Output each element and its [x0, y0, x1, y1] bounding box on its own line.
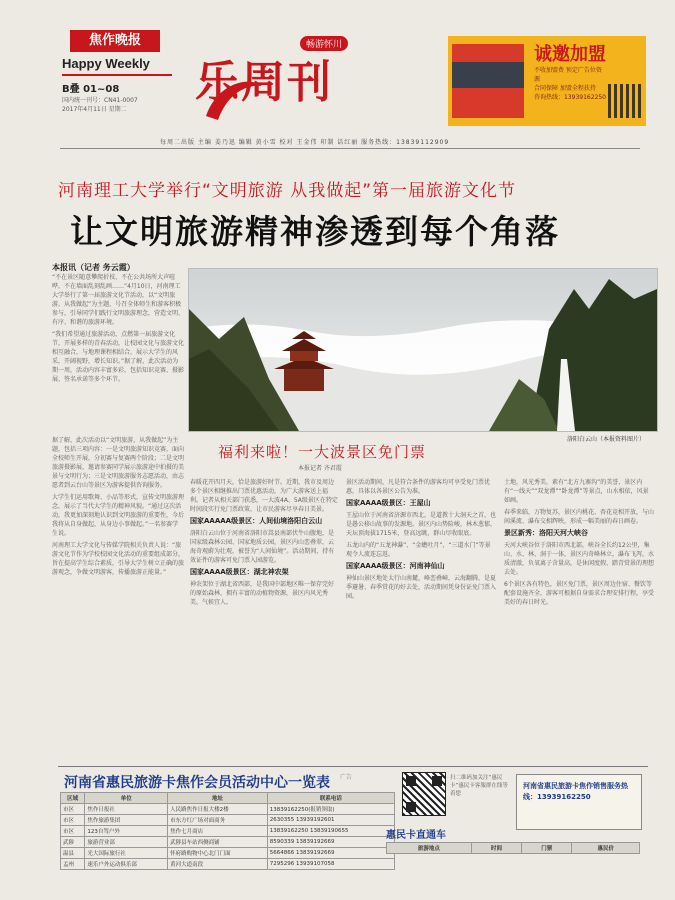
subheading: 国家AAAA级景区：王屋山	[346, 499, 431, 507]
table-cell: 旅游营业部	[85, 837, 168, 848]
table-cell: 13839162250 13839190655	[267, 826, 394, 837]
table-cell: 焦作七月商店	[168, 826, 268, 837]
article-kicker: 河南理工大学举行“文明旅游 从我做起”第一届旅游文化节	[58, 181, 517, 201]
ad-title: 诚邀加盟	[534, 44, 606, 65]
paragraph: “不在景区随意攀爬折枝，不在公共场所大声喧哗，不在墙面乱刻乱画……”4月10日，河南理工大学举行了第一届旅游文化节活动，以“文明旅游，从我做起”为主题，号召全体师生和游客积极参与，引导同学们践行文明旅游理念，营造文明、有序、和谐的旅游环境。	[52, 274, 184, 326]
table-cell: 5664866 13839192669	[267, 848, 394, 859]
brand-title: 乐周刊	[195, 57, 333, 108]
table-cell: 人民路焦作日报大楼2楼	[168, 804, 268, 815]
masthead-divider	[60, 148, 640, 149]
table-cell: 光大国际旅行社	[85, 848, 168, 859]
table-header-row	[387, 843, 640, 854]
table-row	[61, 859, 395, 870]
paragraph: 洛阳白云山位于河南省洛阳市嵩县南部伏牛山腹地，是国家级森林公园、国家地质公园，景区内山峦叠翠，云海奇观蔚为壮观，被誉为“人间仙境”。活动期间，持有效证件的游客可免门票入园游览。	[190, 530, 335, 564]
paragraph: 景区活动期间，凡是符合条件的游客均可享受免门票优惠，具体以各景区公告为准。	[346, 479, 491, 495]
table-cell: 7295296 13939107058	[267, 859, 394, 870]
supplement-name: Happy Weekly	[62, 56, 150, 71]
ad-lines	[534, 66, 606, 102]
sub-article-headline: 福利来啦！一大波景区免门票	[218, 443, 427, 461]
column-header: 惠民价	[572, 843, 640, 854]
sub-article-column-b	[346, 478, 496, 760]
column-header: 区域	[61, 793, 85, 804]
paragraph: 神农架位于湖北省西部，是我国中部地区唯一保存完好的原始森林，拥有丰富的动植物资源，景区内风光秀美，气候宜人。	[190, 581, 335, 606]
sub-article-column-a	[190, 478, 338, 760]
member-center-table	[60, 792, 395, 870]
paragraph: 大学生们运用歌舞、小品等形式，宣传文明旅游理念，展示了当代大学生的精神风貌。“通过这次活动，我更加深刻地认识到文明旅游的重要性，今后我将从自身做起，从身边小事做起。”一名参赛学生说。	[52, 494, 184, 537]
photo-caption: 洛阳白云山（本报资料图片）	[567, 436, 646, 443]
ad-line: 合同保障 加盟全程扶持	[534, 85, 596, 92]
paragraph: 王屋山位于河南省济源市西北，是道教十大洞天之首，也是愚公移山故事的发源地。景区内山势险峻，林木葱郁，天坛顶海拔1715米，登高远眺，群山尽收眼底。	[346, 512, 496, 537]
table-cell: 焦作日报社	[85, 804, 168, 815]
paragraph: 五龙山内的“五龙神瀑”、“金蟾吐月”、“三道水门”等景观令人流连忘返。	[346, 542, 491, 558]
table-row	[61, 826, 395, 837]
paragraph: 土地，风光秀美，素有“北方九寨沟”的美誉，景区内有“一线天”“双龙潭”“卧龙潭”等景点，山水相依，风景如画。	[504, 479, 649, 504]
table-cell: 市区	[61, 815, 85, 826]
table-row	[61, 815, 395, 826]
paragraph: “我们希望通过旅游活动，点燃第一届旅游文化节，开展多样的青春活动，让校园文化与旅游文化相互融合，与地理课程相结合，展示大学生的风采，开阔视野，增长知识。”据了解，此次活动为期一周，活动内容丰富多彩，包括知识竞赛、摄影展、签名承诺等多个环节。	[52, 331, 184, 383]
paragraph: 据了解，此次活动以“文明旅游，从我做起”为主题，包括三项内容：一是文明旅游知识竞赛，面向全校师生开展，分初赛与复赛两个阶段；二是文明旅游摄影展，邀请参赛同学展示旅游途中拍摄的美景与文明行为；三是文明旅游服务志愿活动，由志愿者到云台山等景区为游客提供咨询服务。	[52, 437, 184, 489]
table-row	[61, 804, 395, 815]
table-cell: 孟州	[61, 859, 85, 870]
bottom-section-title: 河南省惠民旅游卡焦作会员活动中心一览表	[64, 775, 330, 791]
publication-date: 2017年4月11日 星期二	[62, 106, 127, 113]
table-cell: 黄河大道南段	[168, 859, 268, 870]
table-cell: 速乐户外运动俱乐部	[85, 859, 168, 870]
table-cell: 武陟县车站西侧商铺	[168, 837, 268, 848]
sub-article-column-c	[504, 478, 654, 760]
qr-caption: 扫二维码加关注“惠民卡”惠民卡客服群在线等着您	[450, 775, 508, 797]
table-row	[61, 837, 395, 848]
newspaper-logo: 焦作晚报	[70, 30, 160, 52]
card-section-title: 惠民卡直通车	[386, 830, 446, 841]
table-cell: 市区	[61, 804, 85, 815]
card-table	[386, 842, 640, 854]
paragraph: 春季来临，万物复苏，景区内桃花、杏花竞相开放，与山间溪流、瀑布交相辉映，形成一幅美丽的春日画卷。	[504, 509, 654, 525]
ad-qr-code-icon	[608, 84, 642, 118]
column-header: 门票	[522, 843, 572, 854]
sub-article-byline: 本报记者 齐君霞	[298, 465, 342, 472]
paragraph: 神仙山景区地处太行山南麓，峰峦叠嶂，云海翻腾，是夏季避暑、春季赏花的好去处，活动期间凭身份证免门票入园。	[346, 575, 496, 600]
table-cell: 市东方红广场对面商务	[168, 815, 268, 826]
bottom-divider	[58, 766, 648, 767]
table-cell: 123自驾户外	[85, 826, 168, 837]
card-hotline-box	[516, 774, 642, 830]
ad-line: 不收加盟费 预定广告位资源	[534, 67, 602, 83]
paragraph: 天河大峡谷位于洛阳市西北部，峡谷全长约12公里，集山、水、林、洞于一体，景区内奇峰林立，瀑布飞泻，水质清澈，负氧离子含量高，是休闲度假、踏青赏景的理想去处。	[504, 542, 654, 576]
subheading: 国家AAAAA级景区：人间仙境洛阳白云山	[190, 517, 323, 525]
table-cell: 怀府路购物中心北门门面	[168, 848, 268, 859]
column-header: 旅游地点	[387, 843, 472, 854]
ad-line: 咨询热线：13939162250	[534, 94, 606, 101]
ad-card-image	[452, 44, 524, 118]
table-row	[61, 848, 395, 859]
table-header-row	[61, 793, 395, 804]
subheading: 国家AAAA级景区：河南神仙山	[346, 562, 445, 570]
ad-label: 广告	[340, 774, 353, 781]
column-header: 联系电话	[267, 793, 394, 804]
franchise-ad	[448, 36, 646, 126]
staff-line: 每周二出版 主编 姜乃迅 编辑 黄小雪 校对 王金伟 印制 话红丽 服务热线：13839112909	[160, 139, 450, 146]
column-header: 地址	[168, 793, 268, 804]
column-header: 时间	[471, 843, 521, 854]
paragraph: 6个景区各有特色，景区免门票，景区周边住宿、餐饮等配套设施齐全，游客可根据自身需求合理安排行程，享受美好的春日时光。	[504, 581, 654, 606]
mountain-landscape-image	[189, 269, 657, 431]
table-cell: 2630355 13939192601	[267, 815, 394, 826]
subheading: 国家AAAA级景区：湖北神农架	[190, 568, 289, 576]
table-cell: 13839162250(报销领取)	[267, 804, 394, 815]
masthead-rule	[62, 74, 172, 76]
article-headline: 让文明旅游精神渗透到每个角落	[70, 212, 560, 251]
table-cell: 市区	[61, 826, 85, 837]
table-cell: 武陟	[61, 837, 85, 848]
table-cell: 8590339 13839192669	[267, 837, 394, 848]
paragraph: 春暖花开四月天，恰是旅游好时节。近期，我市及周边多个景区相继推出门票优惠活动，为广大游客送上福利。记者从相关部门获悉，一大波4A、5A级景区在特定时间段实行免门票政策，让市民游客尽享春日美景。	[190, 479, 338, 513]
article-column-1	[52, 273, 184, 433]
table-cell: 焦作旅游集团	[85, 815, 168, 826]
section-id: B叠 01~08	[62, 84, 120, 95]
table-cell: 温县	[61, 848, 85, 859]
card-hotline-text: 河南省惠民旅游卡焦作销售服务热线：13939162250	[523, 782, 628, 801]
article-photo	[188, 268, 658, 432]
paragraph: 河南理工大学文化与传媒学院相关负责人说：“旅游文化节作为学校校园文化活动的重要组成部分，旨在提高学生综合素质，引导大学生树立正确的旅游观念，争做文明游客，传播旅游正能量。”	[52, 542, 184, 576]
tagline-badge: 畅游怀川	[300, 36, 348, 51]
qr-code-icon	[402, 772, 446, 816]
column-header: 单位	[85, 793, 168, 804]
publication-code: 国内统一刊号：CN41-0007	[62, 97, 138, 104]
article-column-1b	[52, 436, 184, 748]
article-byline: 本报讯（记者 务云霞）	[52, 263, 135, 272]
subheading: 景区新秀：洛阳天河大峡谷	[504, 529, 588, 537]
